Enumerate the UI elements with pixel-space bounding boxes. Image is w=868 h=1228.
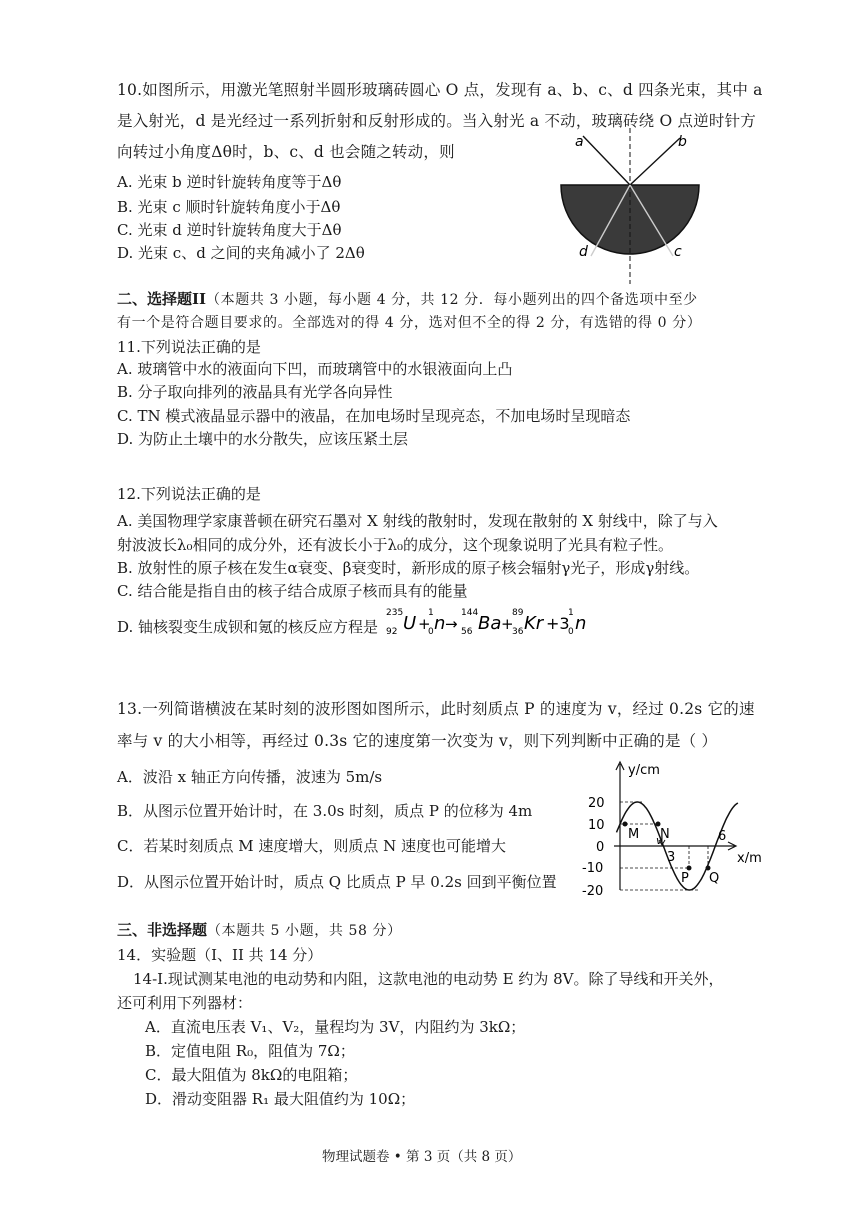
section3-header (117, 919, 402, 940)
u-mass-number: 235 (386, 608, 404, 618)
q14-heading: 14．实验题（I、II 共 14 分） (117, 946, 323, 964)
q10-option-a: A. 光束 b 逆时针旋转角度等于Δθ (117, 173, 342, 191)
neutron-symbol: n (575, 613, 587, 634)
q12-option-a-line1: A. 美国物理学家康普顿在研究石墨对 X 射线的散射时，发现在散射的 X 射线中，除了与入 (117, 512, 718, 530)
q12-option-d: D. 铀核裂变生成钡和氪的核反应方程是 (117, 618, 379, 636)
x-axis-label: x/m (737, 851, 762, 866)
q14-intro-line1: 14-I.现试测某电池的电动势和内阻，这款电池的电动势 E 约为 8V。除了导线和开关外， (133, 970, 724, 988)
section2-header (117, 288, 698, 309)
barium-symbol: Ba (478, 613, 502, 634)
q14-item-d: D．滑动变阻器 R₁ 最大阻值约为 10Ω； (145, 1090, 416, 1108)
xtick-6: 6 (718, 829, 727, 844)
point-m (623, 822, 628, 827)
q10-option-d: D. 光束 c、d 之间的夹角减小了 2Δθ (117, 244, 365, 262)
velocity-label: v (656, 834, 663, 847)
reaction-arrow: → (445, 615, 458, 633)
label-a: a (575, 134, 584, 150)
ytick-neg10: -10 (582, 861, 604, 876)
neutron-coefficient: +3 (546, 614, 570, 633)
q11-option-c: C. TN 模式液晶显示器中的液晶，在加电场时呈现亮态，不加电场时呈现暗态 (117, 407, 631, 425)
page-footer: 物理试题卷 • 第 3 页（共 8 页） (322, 1149, 522, 1165)
n-mass-number: 1 (568, 608, 574, 618)
q13-option-c: C．若某时刻质点 M 速度增大，则质点 N 速度也可能增大 (117, 837, 507, 855)
label-c: c (674, 244, 682, 260)
uranium-symbol: U (403, 613, 417, 634)
xtick-3: 3 (667, 850, 676, 865)
q10-option-c: C. 光束 d 逆时针旋转角度大于Δθ (117, 221, 342, 239)
label-n: N (660, 827, 670, 842)
q12-option-b: B. 放射性的原子核在发生α衰变、β衰变时，新形成的原子核会辐射γ光子，形成γ射线。 (117, 559, 700, 577)
ray-a (583, 136, 630, 185)
krypton-symbol: Kr (524, 613, 544, 634)
q11-option-a: A. 玻璃管中水的液面向下凹，而玻璃管中的水银液面向上凸 (117, 360, 513, 378)
point-p (687, 866, 692, 871)
q14-item-b: B．定值电阻 R₀，阻值为 7Ω； (145, 1042, 355, 1060)
ba-charge-number: 56 (461, 627, 473, 637)
q12-nuclear-equation (384, 604, 594, 640)
kr-charge-number: 36 (512, 627, 524, 637)
q10-stem-line2: 是入射光，d 是光经过一系列折射和反射形成的。当入射光 a 不动，玻璃砖绕 O 点逆时针方 (117, 112, 757, 130)
n-charge-number: 0 (428, 627, 434, 637)
section2-note-line2: 有一个是符合题目要求的。全部选对的得 4 分，选对但不全的得 2 分，有选错的得 0 分） (117, 315, 702, 331)
q13-option-d: D．从图示位置开始计时，质点 Q 比质点 P 早 0.2s 回到平衡位置 (117, 873, 557, 891)
ray-b (630, 138, 680, 185)
q12-option-a-line2: 射波波长λ₀相同的成分外，还有波长小于λ₀的成分，这个现象说明了光具有粒子性。 (117, 536, 674, 554)
label-p: P (681, 871, 689, 886)
label-m: M (628, 827, 640, 842)
q13-stem-line2: 率与 v 的大小相等，再经过 0.3s 它的速度第一次变为 v，则下列判断中正确的是（ ） (117, 732, 718, 750)
q10-glass-figure (555, 128, 715, 286)
ytick-20: 20 (588, 796, 605, 811)
q11-option-d: D. 为防止土壤中的水分散失，应该压紧土层 (117, 430, 409, 448)
q13-wave-graph (570, 758, 770, 898)
q14-intro-line2: 还可利用下列器材： (117, 994, 253, 1012)
kr-mass-number: 89 (512, 608, 524, 618)
q11-option-b: B. 分子取向排列的液晶具有光学各向异性 (117, 383, 393, 401)
q13-option-a: A．波沿 x 轴正方向传播，波速为 5m/s (117, 768, 383, 786)
plus-sign: + (501, 615, 514, 633)
neutron-symbol: n (434, 613, 446, 634)
point-n (656, 822, 661, 827)
section2-note-line1: （本题共 3 小题，每小题 4 分，共 12 分．每小题列出的四个备选项中至少 (206, 292, 698, 308)
q14-item-a: A．直流电压表 V₁、V₂，量程均为 3V，内阻约为 3kΩ； (145, 1018, 526, 1036)
q10-option-b: B. 光束 c 顺时针旋转角度小于Δθ (117, 198, 341, 216)
q10-stem-line3: 向转过小角度Δθ时，b、c、d 也会随之转动，则 (117, 143, 455, 161)
plus-sign: + (418, 615, 431, 633)
ba-mass-number: 144 (461, 608, 479, 618)
label-q: Q (709, 871, 720, 886)
n-mass-number: 1 (428, 608, 434, 618)
label-b: b (678, 134, 687, 150)
ytick-neg20: -20 (582, 884, 604, 898)
q12-option-c: C. 结合能是指自由的核子结合成原子核而具有的能量 (117, 582, 468, 600)
n-charge-number: 0 (568, 627, 574, 637)
u-charge-number: 92 (386, 627, 398, 637)
q10-stem-line1: 10.如图所示，用激光笔照射半圆形玻璃砖圆心 O 点，发现有 a、b、c、d 四条光束，其中 a (117, 81, 763, 99)
point-q (706, 866, 711, 871)
section3-title: 三、非选择题 (117, 921, 208, 939)
q11-stem: 11.下列说法正确的是 (117, 338, 261, 356)
ytick-10: 10 (588, 818, 605, 833)
label-d: d (579, 244, 588, 260)
q14-item-c: C．最大阻值为 8kΩ的电阻箱； (145, 1066, 358, 1084)
section3-note: （本题共 5 小题，共 58 分） (207, 923, 402, 939)
section2-title: 二、选择题II (117, 290, 207, 308)
y-axis-label: y/cm (628, 763, 660, 778)
q13-option-b: B．从图示位置开始计时，在 3.0s 时刻，质点 P 的位移为 4m (117, 802, 533, 820)
ytick-0: 0 (596, 840, 605, 855)
q13-stem-line1: 13.一列简谐横波在某时刻的波形图如图所示，此时刻质点 P 的速度为 v，经过 0.2s 它的速 (117, 700, 755, 718)
q12-stem: 12.下列说法正确的是 (117, 485, 261, 503)
